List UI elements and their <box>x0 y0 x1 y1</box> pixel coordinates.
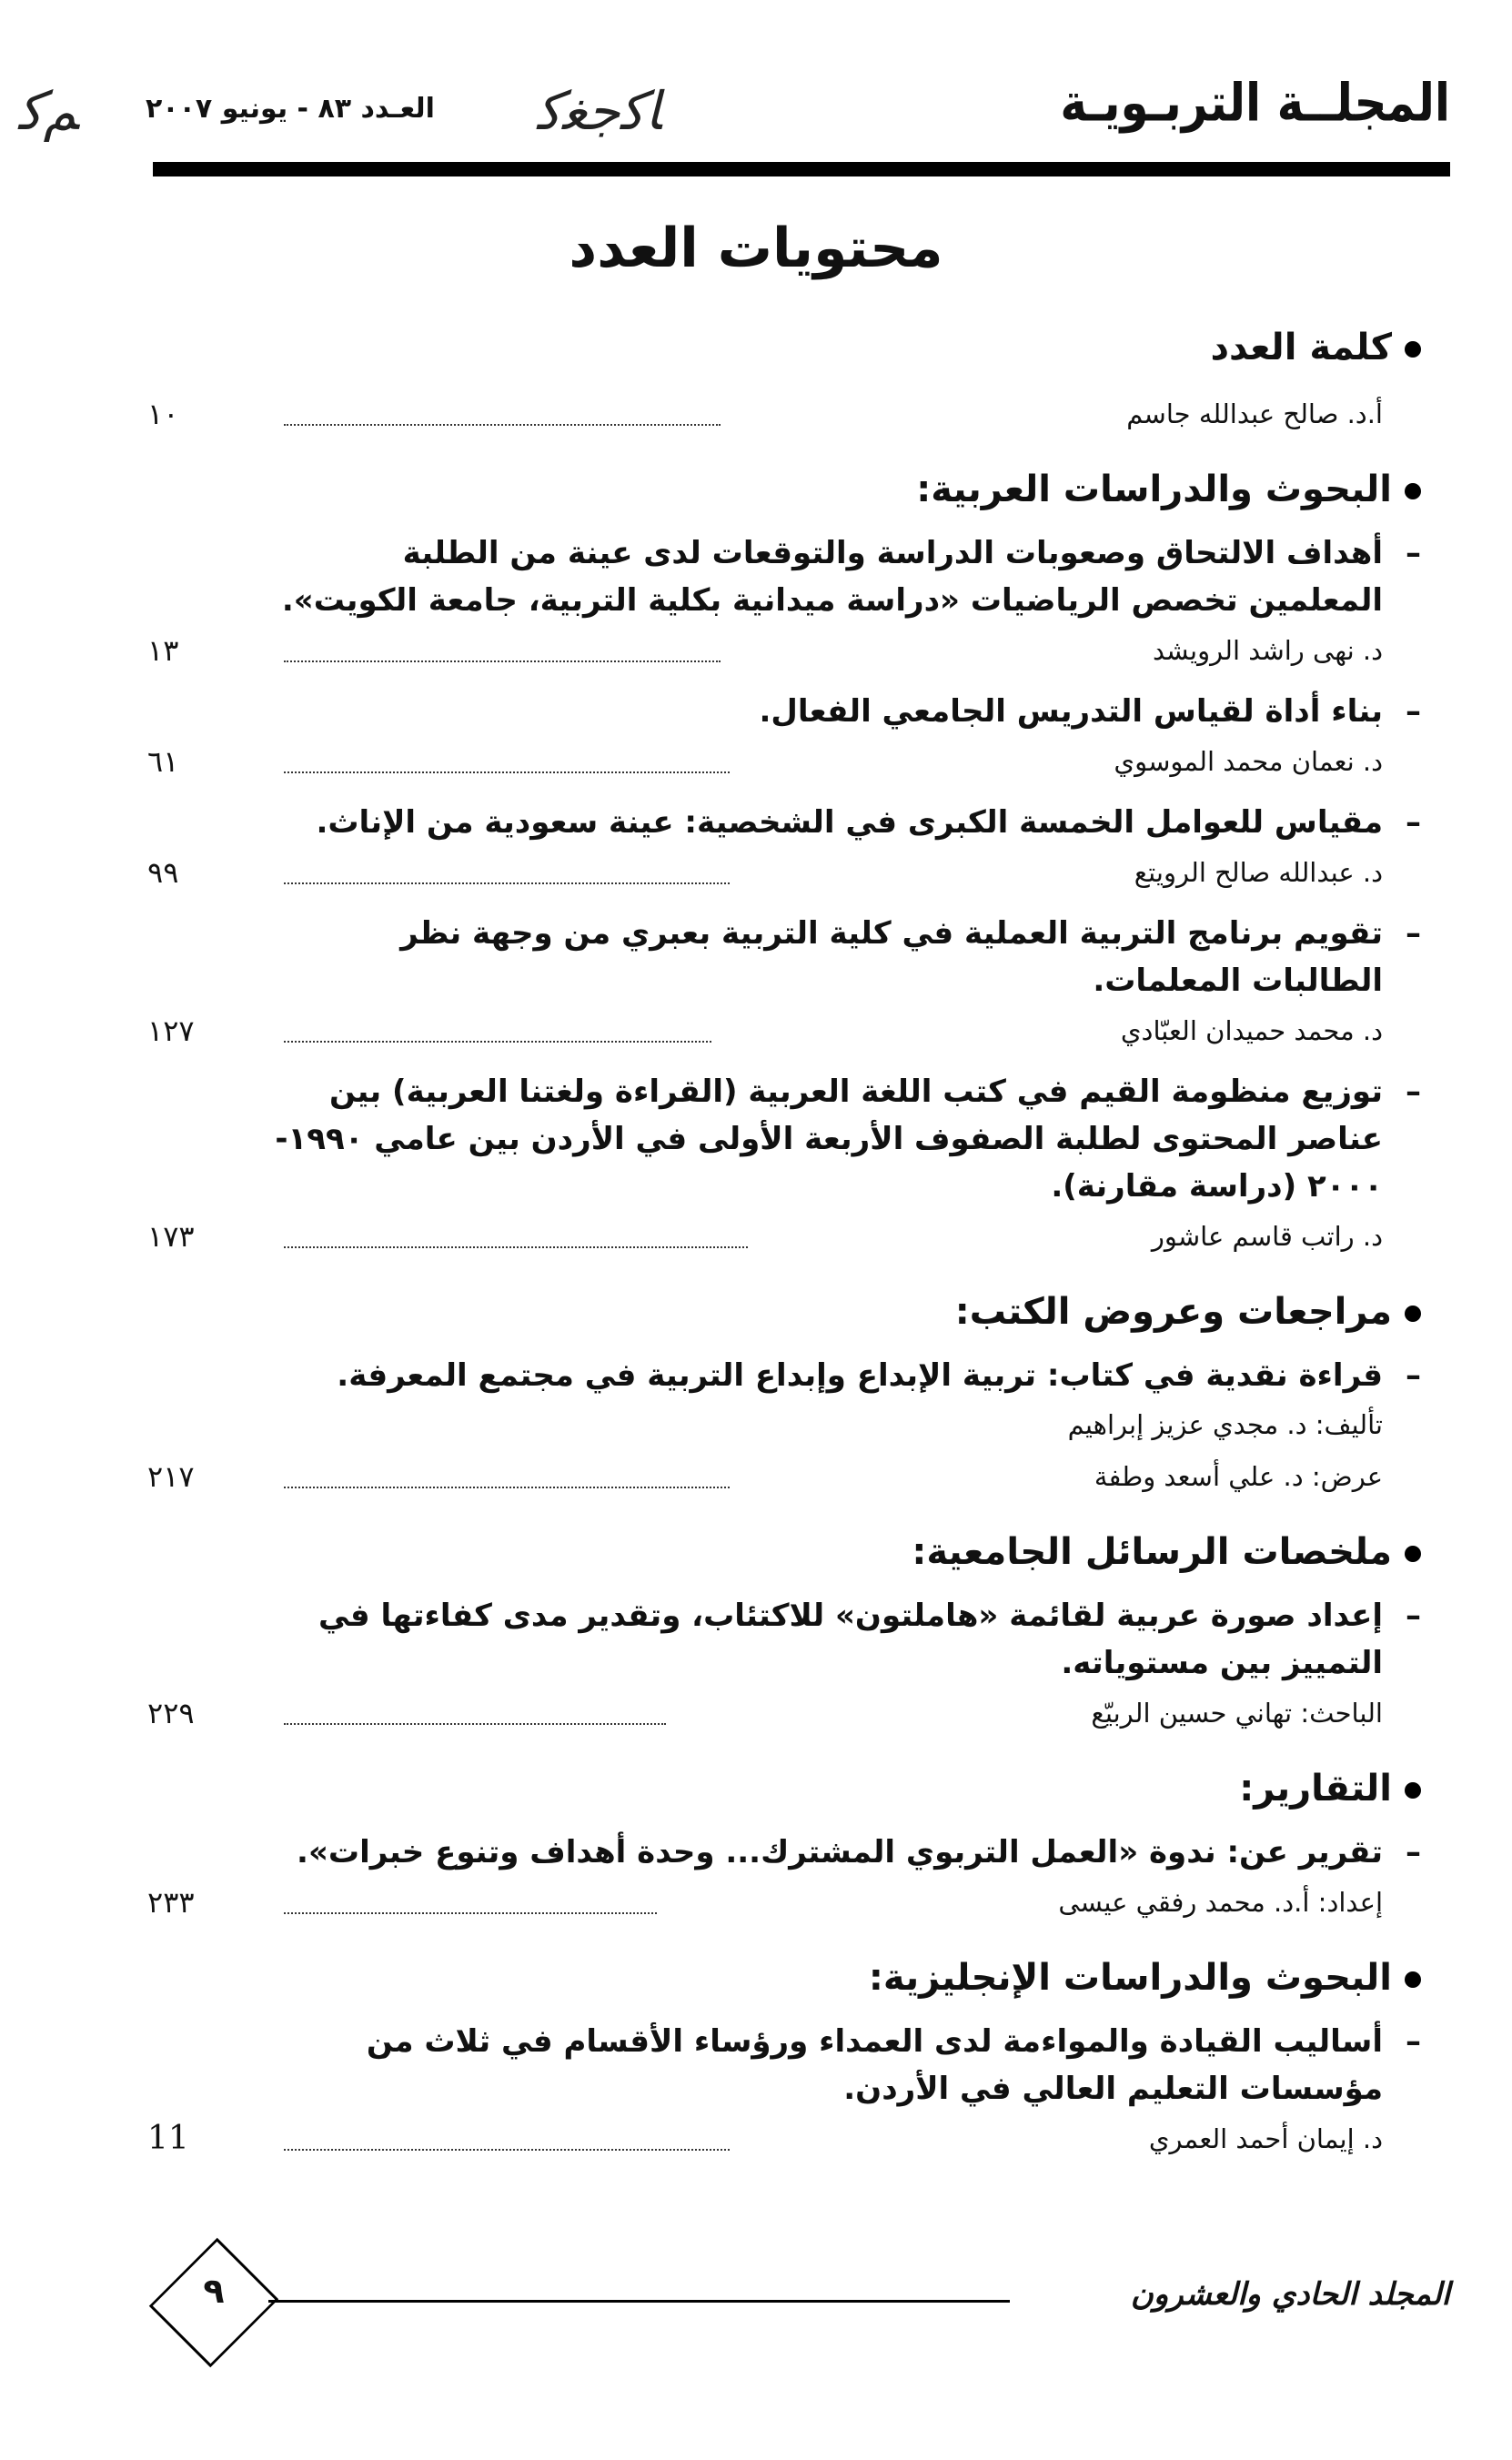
entry-title[interactable] <box>147 1829 1421 1876</box>
page-number: ٩ <box>203 2271 225 2311</box>
toc-entry[interactable] <box>147 529 1421 677</box>
entry-page-number: ٩٩ <box>147 855 179 890</box>
entry-page-number: ٢١٧ <box>147 1459 195 1494</box>
entry-page-number: ٢٣٣ <box>147 1885 195 1920</box>
section-heading-text: التقارير: <box>1239 1768 1392 1810</box>
handwritten-mark-middle: ﺎﻛﺟﻐﻛ <box>537 80 661 142</box>
entry-author-line <box>147 1450 1421 1503</box>
entry-author: أ.د. صالح عبدالله جاسم <box>1117 398 1383 429</box>
toc-section <box>147 1759 1421 1929</box>
page-header <box>0 73 1512 173</box>
entry-title-text: تقرير عن: ندوة «العمل التربوي المشترك... وحدة أهداف وتنوع خبرات». <box>297 1834 1383 1870</box>
section-heading <box>147 1523 1421 1581</box>
entry-author: د. إيمان أحمد العمري <box>1140 2123 1383 2154</box>
entry-author: د. محمد حميدان العبّادي <box>1112 1015 1383 1046</box>
page-title: محتويات العدد <box>569 217 943 280</box>
dash-marker: – <box>1406 804 1421 841</box>
entry-title[interactable] <box>147 910 1421 1004</box>
toc-entry[interactable] <box>147 1592 1421 1739</box>
journal-name: المجلــة التربـويـة <box>1060 72 1450 134</box>
entry-author-line <box>147 1876 1421 1929</box>
section-heading-text: مراجعات وعروض الكتب: <box>954 1291 1392 1333</box>
entry-title-text: مقياس للعوامل الخمسة الكبرى في الشخصية: عينة سعودية من الإناث. <box>316 804 1383 841</box>
toc-entry[interactable] <box>147 688 1421 788</box>
dotted-leader <box>284 1246 748 1248</box>
section-heading-text: كلمة العدد <box>1210 327 1392 368</box>
entry-author-line <box>147 388 1421 440</box>
toc-entry[interactable] <box>147 910 1421 1057</box>
table-of-contents <box>147 318 1421 2165</box>
section-heading-text: ملخصات الرسائل الجامعية: <box>912 1531 1392 1573</box>
entry-title[interactable] <box>147 2018 1421 2112</box>
dash-marker: – <box>1406 1834 1421 1870</box>
entry-author-line <box>147 2112 1421 2165</box>
dash-marker: – <box>1406 1598 1421 1634</box>
dotted-leader <box>284 1723 666 1725</box>
dotted-leader <box>284 424 721 426</box>
bullet-icon <box>1405 341 1421 358</box>
entry-page-number: ١٧٣ <box>147 1219 195 1254</box>
dash-marker: – <box>1406 1357 1421 1394</box>
section-heading <box>147 1759 1421 1818</box>
entry-title-text: أساليب القيادة والمواءمة لدى العمداء ورؤساء الأقسام في ثلاث من مؤسسات التعليم العالي في الأردن. <box>366 2023 1383 2107</box>
dash-marker: – <box>1406 2023 1421 2060</box>
entry-author-line <box>147 624 1421 677</box>
entry-page-number: ٦١ <box>147 744 179 779</box>
entry-author: عرض: د. علي أسعد وطفة <box>1085 1461 1383 1492</box>
volume-label: المجلد الحادي والعشرون <box>1130 2276 1450 2313</box>
dash-marker: – <box>1406 535 1421 571</box>
entry-page-number: ٢٢٩ <box>147 1696 195 1730</box>
bullet-icon <box>1405 1546 1421 1562</box>
section-heading <box>147 460 1421 519</box>
bullet-icon <box>1405 1782 1421 1799</box>
section-heading <box>147 1283 1421 1341</box>
entry-title[interactable] <box>147 688 1421 735</box>
entry-page-number: ١٠ <box>147 397 179 431</box>
entry-title-text: توزيع منظومة القيم في كتب اللغة العربية (القراءة ولغتنا العربية) بين عناصر المحتوى لطلبة الصفوف الأربعة الأولى في الأردن بين عامي ١٩٩٠- ٢٠٠٠ (دراسة مقارنة). <box>275 1074 1383 1205</box>
dotted-leader <box>284 660 721 662</box>
section-heading-text: البحوث والدراسات العربية: <box>916 469 1392 510</box>
section-heading <box>147 1949 1421 2007</box>
entry-title-text: تقويم برنامج التربية العملية في كلية التربية بعبري من وجهة نظر الطالبات المعلمات. <box>400 915 1383 999</box>
entry-author-line <box>147 1004 1421 1057</box>
entry-title-text: أهداف الالتحاق وصعوبات الدراسة والتوقعات لدى عينة من الطلبة المعلمين تخصص الرياضيات «دراسة ميدانية بكلية التربية، جامعة الكويت». <box>281 535 1383 619</box>
dotted-leader <box>284 771 730 773</box>
entry-page-number: 11 <box>147 2120 189 2157</box>
toc-section <box>147 1283 1421 1503</box>
section-heading <box>147 318 1421 377</box>
toc-section <box>147 318 1421 440</box>
dotted-leader <box>284 1912 657 1914</box>
toc-entry[interactable] <box>147 1068 1421 1263</box>
entry-author: د. نعمان محمد الموسوي <box>1104 746 1383 777</box>
section-heading-text: البحوث والدراسات الإنجليزية: <box>868 1957 1392 1999</box>
toc-entry[interactable] <box>147 388 1421 440</box>
entry-page-number: ١٢٧ <box>147 1013 195 1048</box>
entry-title[interactable] <box>147 1068 1421 1210</box>
entry-credit: تأليف: د. مجدي عزيز إبراهيم <box>1067 1409 1383 1440</box>
toc-section <box>147 1949 1421 2165</box>
bullet-icon <box>1405 1306 1421 1322</box>
entry-author: د. عبدالله صالح الرويتع <box>1125 857 1383 888</box>
entry-author: الباحث: تهاني حسين الربيّع <box>1082 1698 1383 1729</box>
entry-author: د. نهى راشد الرويشد <box>1144 635 1383 666</box>
handwritten-mark-left: ﻢﻛ <box>18 80 79 142</box>
entry-title[interactable] <box>147 1352 1421 1399</box>
issue-info: العـدد ٨٣ - يونيو ٢٠٠٧ <box>146 93 435 125</box>
entry-author-line <box>147 1687 1421 1739</box>
dotted-leader <box>284 882 730 884</box>
entry-title-text: قراءة نقدية في كتاب: تربية الإبداع وإبداع التربية في مجتمع المعرفة. <box>337 1357 1383 1394</box>
entry-author-line <box>147 846 1421 899</box>
toc-entry[interactable] <box>147 2018 1421 2165</box>
entry-author-line <box>147 735 1421 788</box>
dotted-leader <box>284 1487 730 1488</box>
footer-rule <box>268 2300 1010 2303</box>
toc-entry[interactable] <box>147 1829 1421 1929</box>
entry-page-number: ١٣ <box>147 633 179 668</box>
entry-author-line <box>147 1210 1421 1263</box>
page-footer <box>0 2247 1512 2356</box>
entry-title-text: بناء أداة لقياس التدريس الجامعي الفعال. <box>759 693 1383 730</box>
dash-marker: – <box>1406 693 1421 730</box>
dotted-leader <box>284 2149 730 2151</box>
toc-entry[interactable] <box>147 1352 1421 1503</box>
bullet-icon <box>1405 1971 1421 1988</box>
dash-marker: – <box>1406 915 1421 952</box>
dotted-leader <box>284 1041 711 1043</box>
header-rule <box>153 162 1450 176</box>
toc-entry[interactable] <box>147 799 1421 899</box>
entry-author: د. راتب قاسم عاشور <box>1143 1221 1383 1252</box>
entry-title[interactable] <box>147 1592 1421 1687</box>
toc-section <box>147 460 1421 1263</box>
entry-author: إعداد: أ.د. محمد رفقي عيسى <box>1049 1887 1383 1918</box>
bullet-icon <box>1405 483 1421 499</box>
dash-marker: – <box>1406 1074 1421 1110</box>
entry-title[interactable] <box>147 529 1421 624</box>
entry-title-text: إعداد صورة عربية لقائمة «هاملتون» للاكتئاب، وتقدير مدى كفاءتها في التمييز بين مستوياته. <box>318 1598 1383 1681</box>
entry-title[interactable] <box>147 799 1421 846</box>
toc-section <box>147 1523 1421 1739</box>
